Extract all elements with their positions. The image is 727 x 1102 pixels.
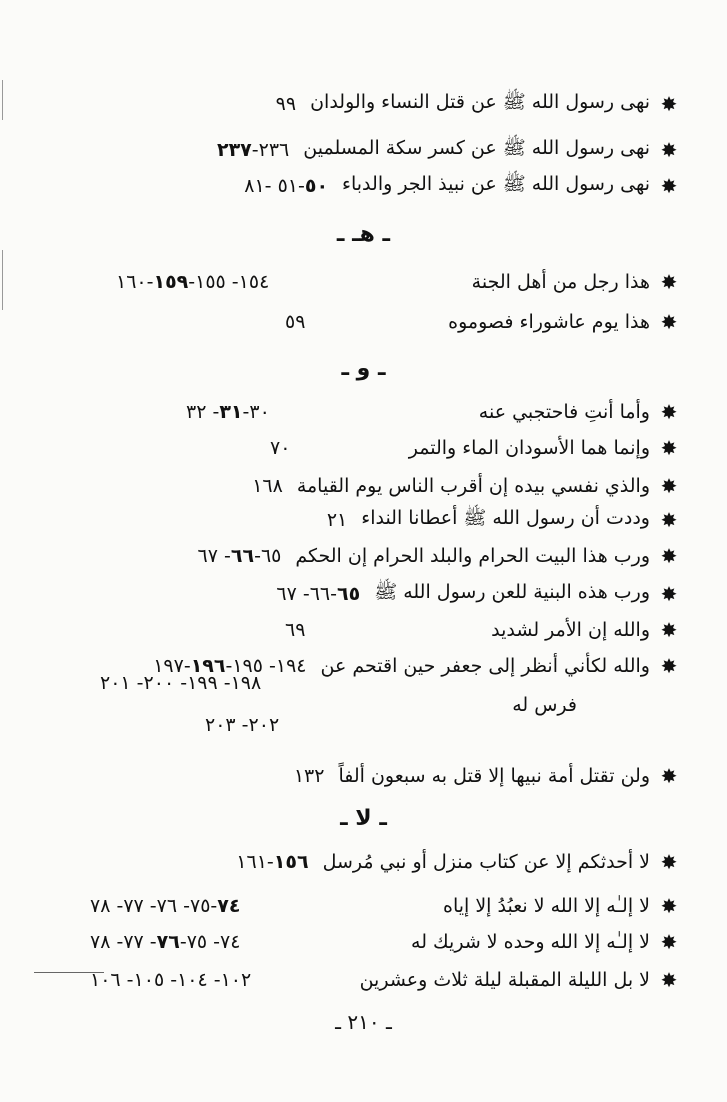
entry-text: ورب هذا البيت الحرام والبلد الحرام إن الحكم — [295, 545, 650, 567]
entry-refs — [244, 175, 342, 197]
hadith-entry — [90, 392, 680, 432]
star-bullet-icon: ✸ — [660, 968, 678, 992]
star-bullet-icon: ✸ — [660, 618, 678, 642]
entry-text: لا بل الليلة المقبلة ليلة ثلاث وعشرين — [359, 969, 650, 991]
hadith-entry — [90, 536, 680, 576]
refs-part: -٧٥- ٧٦- ٧٧- ٧٨ — [90, 895, 218, 917]
refs-part: -٦٦- ٦٧ — [276, 583, 337, 605]
refs-part: - ٣٢ — [186, 401, 220, 423]
hadith-entry — [90, 130, 680, 170]
star-bullet-icon: ✸ — [660, 138, 678, 162]
refs-part: -١٦١ — [236, 851, 274, 873]
entry-refs — [186, 401, 270, 423]
refs-part: ٣٠- — [242, 401, 270, 423]
entry-refs: ١٠٢- ١٠٤- ١٠٥- ١٠٦ — [90, 969, 252, 991]
star-bullet-icon: ✸ — [660, 92, 678, 116]
entry-text: لا إلـٰه إلا الله لا نعبُدُ إلا إياه — [442, 895, 650, 917]
entry-text: وددت أن رسول الله ﷺ أعطانا النداء — [361, 507, 650, 529]
section-header: ـ و ـ — [341, 356, 386, 381]
star-bullet-icon: ✸ — [660, 654, 678, 678]
entry-refs — [236, 851, 322, 873]
entry-refs: ٥٩ — [285, 311, 306, 333]
star-bullet-icon: ✸ — [660, 270, 678, 294]
entry-text: وإنما هما الأسودان الماء والتمر — [408, 437, 650, 459]
margin-rule — [34, 972, 104, 973]
hadith-entry — [90, 922, 680, 962]
refs-part: ١٩٤- ١٩٥- — [225, 655, 307, 677]
refs-part: - ٦٧ — [197, 545, 231, 567]
hadith-entry — [90, 842, 680, 882]
hadith-entry — [90, 166, 680, 206]
entry-refs-bold: ١٥٩ — [153, 271, 189, 293]
entry-refs-continued: ٢٠٢- ٢٠٣ — [205, 714, 280, 736]
hadith-entry — [90, 84, 680, 124]
entry-text: لا إلـٰه إلا الله وحده لا شريك له — [411, 931, 650, 953]
star-bullet-icon: ✸ — [660, 436, 678, 460]
entry-refs-bold: ٢٣٧ — [216, 139, 252, 161]
hadith-entry — [90, 428, 680, 468]
star-bullet-icon: ✸ — [660, 400, 678, 424]
hadith-entry — [90, 610, 680, 650]
entry-refs: ١٦٨ — [252, 475, 283, 497]
star-bullet-icon: ✸ — [660, 508, 678, 532]
hadith-entry — [90, 756, 680, 796]
entry-refs: ٢١ — [326, 509, 348, 531]
entry-text: نهى رسول الله ﷺ عن قتل النساء والولدان — [310, 91, 650, 113]
entry-refs: ٧٠ — [270, 437, 291, 459]
entry-refs — [276, 583, 374, 605]
entry-refs — [198, 545, 296, 567]
entry-refs — [217, 139, 303, 161]
hadith-entry — [90, 960, 680, 1000]
star-bullet-icon: ✸ — [660, 310, 678, 334]
scan-edge-mark — [2, 250, 3, 310]
star-bullet-icon: ✸ — [660, 474, 678, 498]
entry-text: لا أحدثكم إلا عن كتاب منزل أو نبي مُرسل — [322, 851, 650, 873]
entry-text: والله إن الأمر لشديد — [491, 619, 650, 641]
refs-part: -١٦٠ — [116, 271, 154, 293]
scan-edge-mark — [2, 80, 3, 120]
entry-refs: ٩٩ — [275, 93, 297, 115]
entry-text: والله لكأني أنظر إلى جعفر حين اقتحم عن — [320, 655, 650, 677]
entry-text: نهى رسول الله ﷺ عن كسر سكة المسلمين — [303, 137, 650, 159]
entry-text: ولن تقتل أمة نبيها إلا قتل به سبعون ألفاً — [338, 765, 650, 787]
star-bullet-icon: ✸ — [660, 930, 678, 954]
entry-text: نهى رسول الله ﷺ عن نبيذ الجر والدباء — [342, 173, 650, 195]
entry-refs-bold: ٦٦ — [230, 545, 255, 567]
entry-refs: ٦٩ — [285, 619, 306, 641]
entry-refs-bold: ٧٦ — [156, 931, 180, 953]
star-bullet-icon: ✸ — [660, 582, 678, 606]
section-header: ـ هـ ـ — [336, 222, 391, 247]
entry-text: وأما أنتِ فاحتجبي عنه — [478, 401, 650, 423]
entry-refs-bold: ٣١ — [219, 401, 243, 423]
star-bullet-icon: ✸ — [660, 764, 678, 788]
hadith-entry — [90, 886, 680, 926]
refs-part: -١٩٧ — [153, 655, 191, 677]
refs-part: ١٥٤- ١٥٥- — [188, 271, 270, 293]
entry-text: هذا رجل من أهل الجنة — [471, 271, 650, 293]
section-header: ـ لا ـ — [340, 806, 387, 831]
entry-text: ورب هذه البنية للعن رسول الله ﷺ — [374, 581, 650, 603]
entry-refs — [90, 931, 240, 953]
entry-refs-bold: ٦٥ — [337, 583, 361, 605]
star-bullet-icon: ✸ — [660, 850, 678, 874]
entry-refs: ١٣٢ — [293, 765, 325, 787]
entry-text-continued: فرس له — [512, 694, 577, 716]
star-bullet-icon: ✸ — [660, 894, 678, 918]
entry-refs-bold: ١٩٦ — [190, 655, 226, 677]
hadith-entry — [90, 500, 680, 540]
entry-refs-bold: ٥٠ — [304, 175, 329, 197]
refs-part: ٦٥- — [254, 545, 282, 567]
entry-text: والذي نفسي بيده إن أقرب الناس يوم القيامة — [296, 475, 650, 497]
entry-refs-bold: ٧٤ — [217, 895, 241, 917]
hadith-entry — [90, 262, 680, 302]
refs-part: - ٧٧- ٧٨ — [90, 931, 157, 953]
star-bullet-icon: ✸ — [660, 544, 678, 568]
entry-refs — [90, 895, 240, 917]
star-bullet-icon: ✸ — [660, 174, 678, 198]
entry-refs-continued: ١٩٨- ١٩٩- ٢٠٠- ٢٠١ — [100, 672, 262, 694]
hadith-entry — [90, 574, 680, 614]
hadith-entry — [90, 302, 680, 342]
entry-refs: -٥١ -٨١ — [244, 175, 305, 197]
page-number: ـ ٢١٠ ـ — [335, 1010, 392, 1034]
refs-part: ٧٤- ٧٥- — [179, 931, 241, 953]
entry-refs-bold: ١٥٦ — [273, 851, 309, 873]
entry-text: هذا يوم عاشوراء فصوموه — [448, 311, 650, 333]
entry-refs: ٢٣٦- — [251, 139, 290, 161]
entry-refs — [116, 271, 269, 293]
